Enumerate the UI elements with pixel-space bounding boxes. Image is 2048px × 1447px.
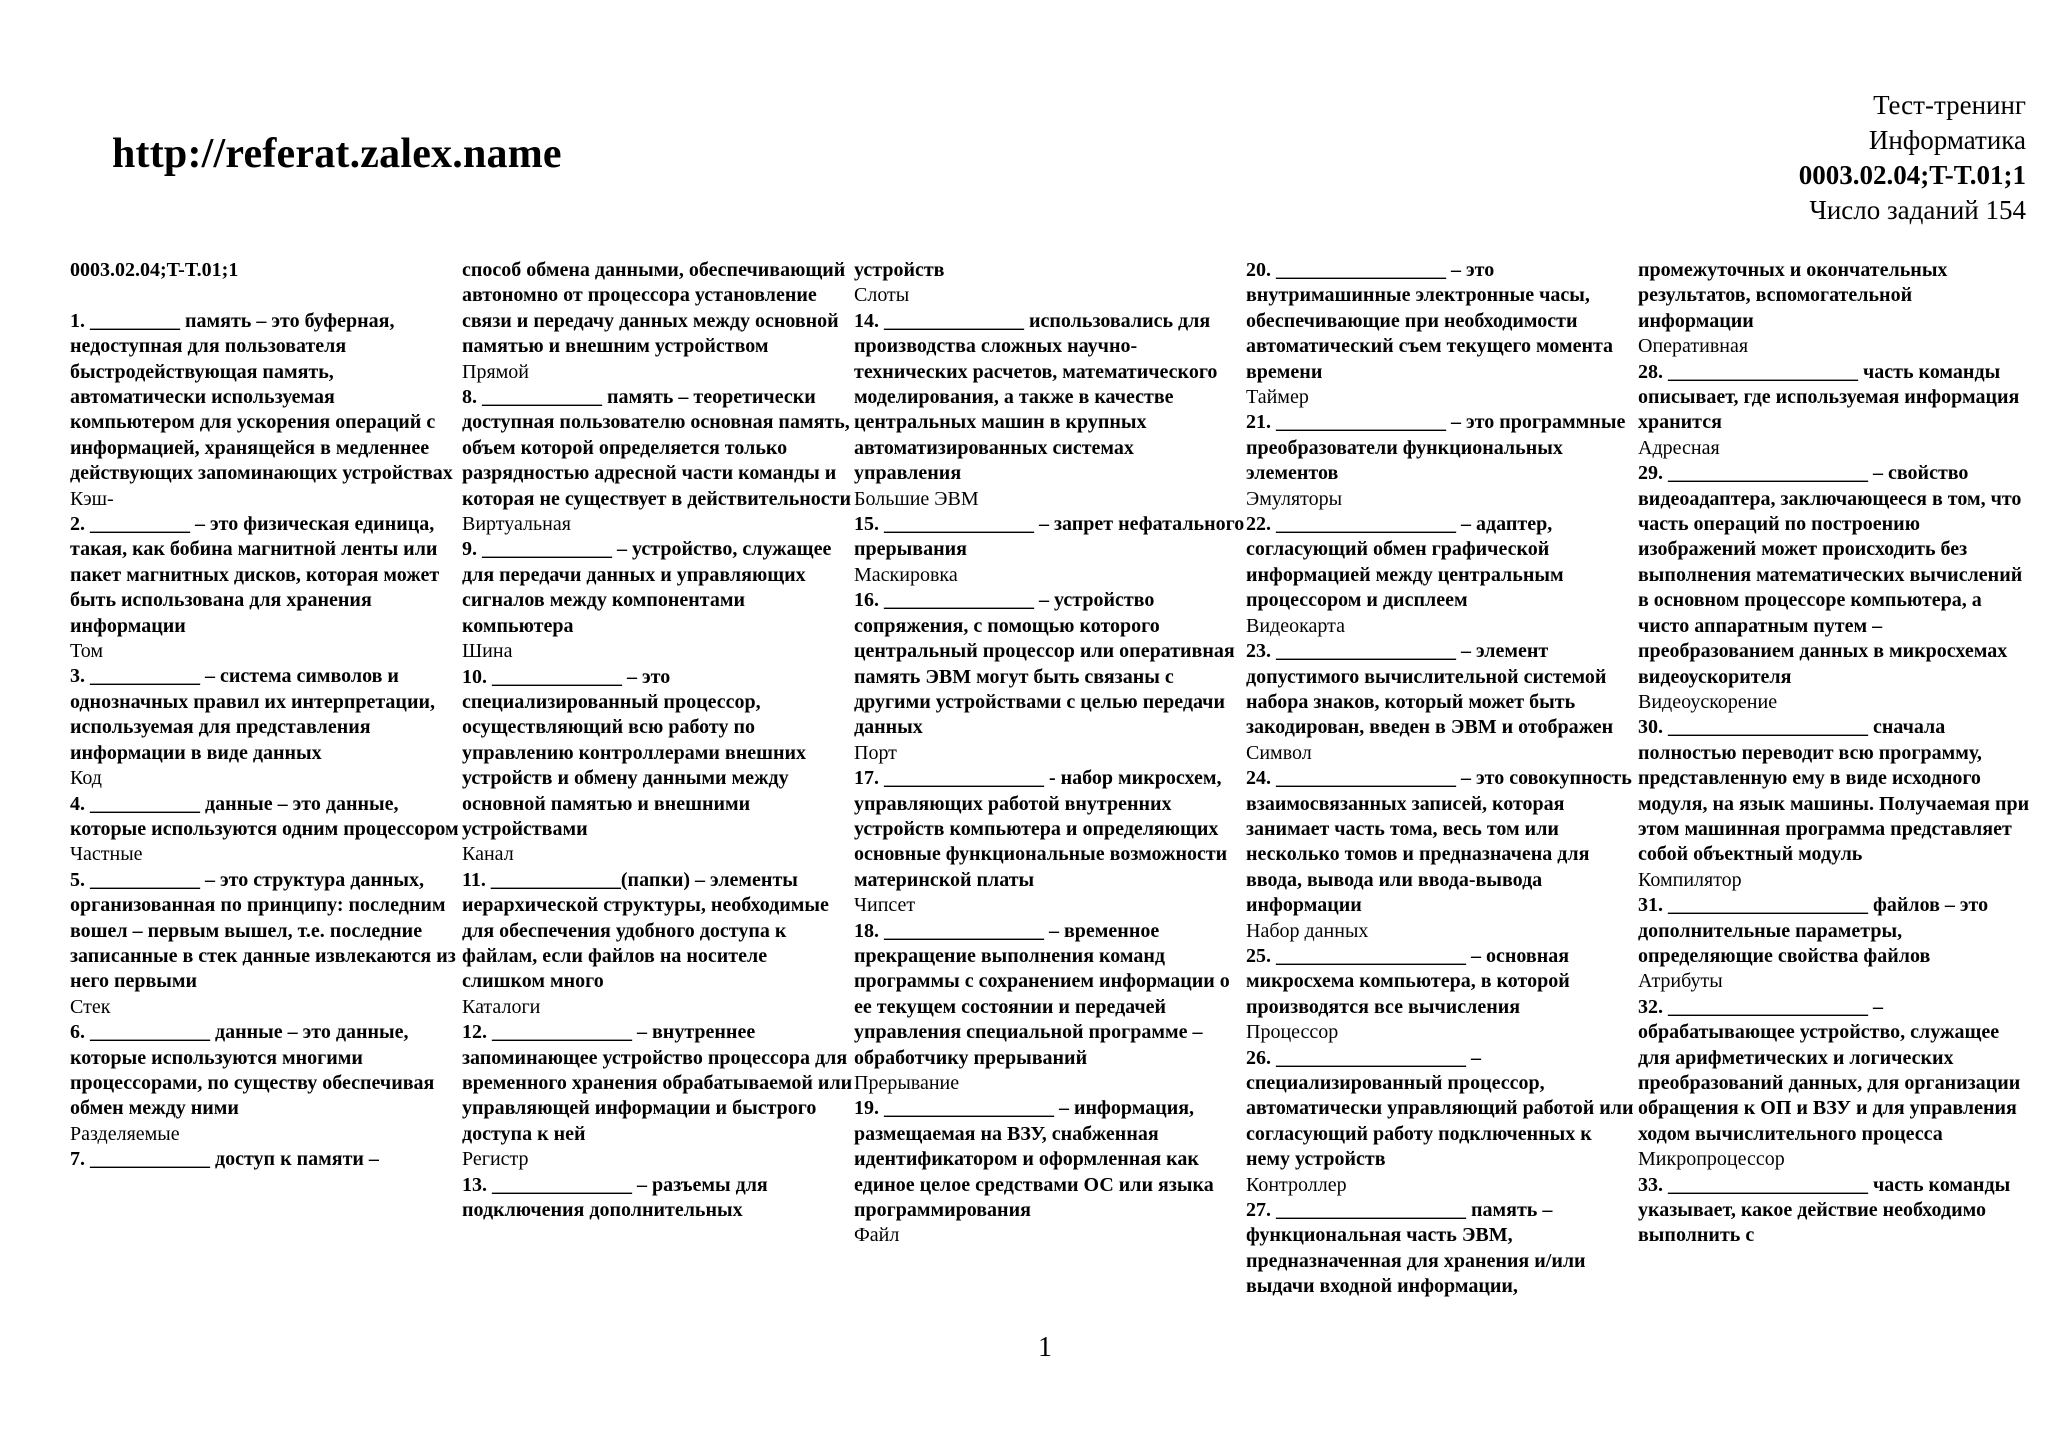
test-code: 0003.02.04;T-T.01;1 <box>1798 160 2026 190</box>
answer-text: Процессор <box>1246 1021 1339 1044</box>
answer-text: Чипсет <box>854 894 916 917</box>
question-text: 10. _____________ – это специализированный процессор, осуществляющий всю работу по управлению контроллерами внешних устройств и обмену данными между основной памятью и внешними устройствами <box>462 665 807 840</box>
page-number: 1 <box>1038 1332 1052 1363</box>
question-text: устройств <box>854 259 945 281</box>
doc-code: 0003.02.04;T-T.01;1 <box>70 259 239 281</box>
question-text: 25. ___________________ – основная микросхема компьютера, в которой производятся все вычисления <box>1246 944 1570 1018</box>
question-text: 26. ___________________ – специализированный процессор, автоматически управляющий работой или согласующий работу подключенных к нему устройств <box>1246 1046 1634 1171</box>
question-text: 19. _________________ – информация, размещаемая на ВЗУ, снабженная идентификатором и оформленная как единое целое средствами ОС или языка программирования <box>854 1097 1214 1222</box>
column-5 <box>1638 258 2030 1318</box>
column-1 <box>70 258 462 1318</box>
answer-text: Код <box>70 767 102 790</box>
answer-text: Оперативная <box>1638 335 1749 358</box>
answer-text: Прерывание <box>854 1072 960 1094</box>
question-text: 13. ______________ – разъемы для подключения дополнительных <box>462 1173 768 1222</box>
answer-text: Канал <box>462 843 514 866</box>
answer-text: Порт <box>854 741 897 764</box>
answer-text: Регистр <box>462 1148 529 1171</box>
question-text: 17. ________________ - набор микросхем, управляющих работой внутренних устройств компьютера и определяющих основные функциональные возможности материнской платы <box>854 767 1228 891</box>
question-text: 29. ____________________ – свойство видеоадаптера, заключающееся в том, что часть операций по построению изображений может происходить без выполнения математических вычислений в основном процессоре компьютера, а чисто аппаратным путем – преобразованием данных в микросхемах видеоускорителя <box>1638 462 2023 688</box>
question-text: 8. ____________ память – теоретически доступная пользователю основная память, объем которой определяется только разрядностью адресной части команды и которая не существует в действительности <box>462 386 852 510</box>
question-text: 9. _____________ – устройство, служащее для передачи данных и управляющих сигналов между компонентами компьютера <box>462 538 832 637</box>
question-text: 15. _______________ – запрет нефатального прерывания <box>854 513 1245 561</box>
answer-text: Символ <box>1246 741 1312 764</box>
question-text: 5. ___________ – это структура данных, организованная по принципу: последним вошел – первым вышел, т.е. последние записанные в стек данные извлекаются из него первыми <box>70 868 456 993</box>
question-text: способ обмена данными, обеспечивающий автономно от процессора установление связи и передачу данных между основной памятью и внешним устройством <box>462 259 846 358</box>
question-text: 4. ___________ данные – это данные, которые используются одним процессором <box>70 792 459 840</box>
question-text: 16. _______________ – устройство сопряжения, с помощью которого центральный процессор или оперативная память ЭВМ могут быть связаны с другими устройствами с целью передачи данных <box>854 589 1235 739</box>
question-text: 20. _________________ – это внутримашинные электронные часы, обеспечивающие при необходимости автоматический съем текущего момента времени <box>1246 259 1614 383</box>
column-4 <box>1246 258 1638 1318</box>
answer-text: Компилятор <box>1638 868 1742 891</box>
question-text: промежуточных и окончательных результатов, вспомогательной информации <box>1638 259 1948 332</box>
question-text: 24. __________________ – это совокупность взаимосвязанных записей, которая занимает часть тома, весь том или несколько томов и предназначена для ввода, вывода или ввода-вывода информации <box>1246 767 1632 917</box>
question-text: 11. _____________(папки) – элементы иерархической структуры, необходимые для обеспечения удобного доступа к файлам, если файлов на носителе слишком много <box>462 868 829 993</box>
question-text: 23. __________________ – элемент допустимого вычислительной системой набора знаков, который может быть закодирован, введен в ЭВМ и отображен <box>1246 640 1614 739</box>
answer-text: Слоты <box>854 284 910 307</box>
task-count: Число заданий 154 <box>1809 195 2026 225</box>
column-2 <box>462 258 854 1318</box>
question-text: 18. ________________ – временное прекращение выполнения команд программы с сохранением информации о ее текущем состоянии и передачей управления специальной программе – обработчику прерываний <box>854 919 1230 1069</box>
question-text: 7. ____________ доступ к памяти – <box>70 1148 379 1171</box>
document-header <box>1799 88 2026 228</box>
answer-text: Прямой <box>462 360 530 383</box>
answer-text: Набор данных <box>1246 919 1369 942</box>
site-url[interactable]: http://referat.zalex.name <box>112 131 562 177</box>
question-text: 6. ____________ данные – это данные, которые используются многими процессорами, по существу обеспечивая обмен между ними <box>70 1021 435 1120</box>
answer-text: Каталоги <box>462 995 541 1018</box>
answer-text: Таймер <box>1246 386 1309 409</box>
answer-text: Эмуляторы <box>1246 487 1343 510</box>
answer-text: Файл <box>854 1224 900 1247</box>
answer-text: Маскировка <box>854 563 958 586</box>
column-3 <box>854 258 1246 1318</box>
question-text: 32. ____________________ – обрабатывающее устройство, служащее для арифметических и логических преобразований данных, для организации обращения к ОП и ВЗУ и для управления ходом вычислительного процесса <box>1638 995 2021 1145</box>
answer-text: Видеокарта <box>1246 614 1345 637</box>
question-text: 1. _________ память – это буферная, недоступная для пользователя быстродействующая память, автоматически используемая компьютером для ускорения операций с информацией, хранящейся в медленнее действующих запоминающих устройствах <box>70 309 453 485</box>
question-text: 2. __________ – это физическая единица, такая, как бобина магнитной ленты или пакет магнитных дисков, которая может быть использована для хранения информации <box>70 513 440 637</box>
subject-title: Информатика <box>1868 125 2026 155</box>
answer-text: Кэш- <box>70 487 114 510</box>
answer-text: Контроллер <box>1246 1173 1347 1196</box>
content-columns <box>70 258 2030 1318</box>
test-kind: Тест-тренинг <box>1873 90 2026 120</box>
answer-text: Том <box>70 640 103 663</box>
question-text: 21. _________________ – это программные преобразователи функциональных элементов <box>1246 411 1626 485</box>
question-text: 22. __________________ – адаптер, согласующий обмен графической информацией между центральным процессором и дисплеем <box>1246 513 1564 612</box>
answer-text: Адресная <box>1638 436 1720 459</box>
answer-text: Большие ЭВМ <box>854 487 979 510</box>
answer-text: Стек <box>70 995 111 1018</box>
answer-text: Шина <box>462 640 513 663</box>
question-text: 3. ___________ – система символов и однозначных правил их интерпретации, используемая для представления информации в виде данных <box>70 665 435 764</box>
answer-text: Разделяемые <box>70 1122 180 1145</box>
answer-text: Микропроцессор <box>1638 1148 1785 1171</box>
answer-text: Частные <box>70 843 143 866</box>
question-text: 33. ____________________ часть команды указывает, какое действие необходимо выполнить с <box>1638 1173 2011 1247</box>
question-text: 30. ____________________ сначала полностью переводит всю программу, представленную ему в виде исходного модуля, на язык машины. Получаемая при этом машинная программа представляет собой объектный модуль <box>1638 716 2030 866</box>
question-text: 28. ___________________ часть команды описывает, где используемая информация хранится <box>1638 360 2020 434</box>
answer-text: Виртуальная <box>462 513 571 536</box>
question-text: 31. ____________________ файлов – это дополнительные параметры, определяющие свойства файлов <box>1638 894 1989 967</box>
question-text: 27. ___________________ память – функциональная часть ЭВМ, предназначенная для хранения и/или выдачи входной информации, <box>1246 1199 1586 1298</box>
answer-text: Атрибуты <box>1638 970 1723 993</box>
question-text: 12. ______________ – внутреннее запоминающее устройство процессора для временного хранения обрабатываемой или управляющей информации и быстрого доступа к ней <box>462 1021 853 1145</box>
spacer <box>70 283 462 308</box>
question-text: 14. ______________ использовались для производства сложных научно-технических расчетов, математического моделирования, а также в качестве центральных машин в крупных автоматизированных системах управления <box>854 309 1218 485</box>
answer-text: Видеоускорение <box>1638 690 1778 713</box>
